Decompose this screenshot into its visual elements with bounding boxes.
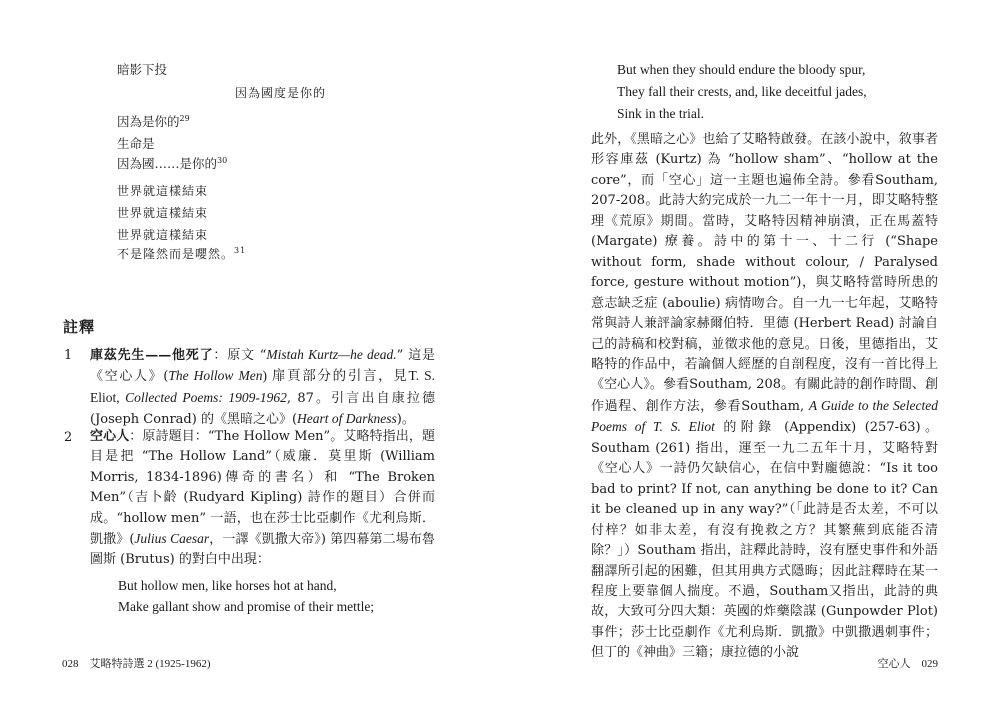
verse-block (617, 62, 867, 128)
page-footer: 空心人 029 (877, 658, 938, 670)
poem-line: 不是隆然而是嚶然。$^{31}$ (117, 246, 247, 261)
right-page (500, 0, 1000, 709)
footnote-ref[interactable]: 30 (217, 155, 228, 165)
page-footer: 028 艾略特詩選 2 (1925-1962) (62, 658, 211, 670)
notes-heading: 註釋 (63, 318, 96, 336)
verse-line: Make gallant show and promise of their mettle; (118, 599, 375, 614)
poem-line: 生命是 (117, 136, 155, 151)
poem-line: 因為國度是你的 (235, 86, 327, 100)
note-continuation: 此外，《黑暗之心》也給了艾略特啟發。在該小說中，敘事者形容庫茲 (Kurtz) 為 “hollow sham”、“hollow at the core”，而「空心」這一主題也遍佈全詩。參看Southam, 207-208。此詩大約完成於一九二一年十一月，即艾略特整理《荒原》期間。當時，艾略特因精神崩潰，正在馬蓋特 (Margate) 療養。詩中的第十一、十二行 (“Shape without form, shade without colour, / Paralysed force, gesture without motion”)，與艾略特當時所患的意志缺乏症 (aboulie) 病情吻合。自一九一七年起，艾略特常與詩人兼評論家赫爾伯特．里德 (Herbert Read) 討論自己的詩稿和校對稿，並徵求他的意見。日後，里德指出，艾略特的作品中，若論個人經歷的自剖程度，沒有一首比得上《空心人》。參看Southam, 208。有關此詩的創作時間、創作過程、創作方法，參看Southam, A Guide to the Selected Poems of T. S. Eliot 的附錄 (Appendix) (257-63)。Southam (261) 指出，運至一九二五年十月，艾略特對《空心人》一詩仍欠缺信心，在信中對龐德說：“Is it too bad to print? If not, can anything be done to it? Can it be cleaned up in any way?”（「此詩是否太差，不可以付梓？如非太差，有沒有挽救之方？其繁蕪到底能否清除？」）Southam 指出，註釋此詩時，沒有歷史事件和外語翻譯所引起的困難，但其用典方式隱晦；因此註釋時在某一程度上要靠個人揣度。不過，Southam又指出，此詩的典故，大致可分四大類：英國的炸藥陰謀 (Gunpowder Plot) 事件；莎士比亞劇作《尤利烏斯．凱撒》中凱撒遇刺事件；但丁的《神曲》三籍；康拉德的小說 (591, 132, 939, 661)
poem-line: 因為是你的$^{29}$ (117, 113, 190, 129)
poem-line: 世界就這樣結束 (117, 228, 209, 242)
book-title: A Guide to the Selected Poems of T. S. Eliot (591, 397, 938, 435)
verse-line: But when they should endure the bloody spur, (617, 62, 866, 77)
verse-line: They fall their crests, and, like deceitful jades, (617, 84, 867, 99)
note-text: 空心人：原詩題目：“The Hollow Men”。艾略特指出，題目是把 “The Hollow Land”（威廉．莫里斯 (William Morris, 1834-1896)傳奇的書名）和 “The Broken Men”（吉卜齡 (Rudyard Kipling) 詩作的題目）合併而成。“hollow men” 一語，也在莎士比亞劇作《尤利烏斯．凱撒》(Julius Caesar，一譯《凱撒大帝》) 第四幕第二場布魯圖斯 (Brutus) 的對白中出現： (90, 429, 435, 568)
verse-line: Sink in the trial. (617, 106, 704, 121)
note-number: 1 (64, 348, 73, 363)
poem-line: 世界就這樣結束 (117, 206, 209, 220)
verse-line: But hollow men, like horses hot at hand, (118, 578, 337, 593)
note-text: 庫茲先生——他死了：原文 “Mistah Kurtz—he dead.” 這是《空心人》(The Hollow Men) 扉頁部分的引言，見T. S. Eliot, Collected Poems: 1909-1962, 87。引言出自康拉德 (Joseph Conrad) 的《黑暗之心》(Heart of Darkness)。 (90, 347, 436, 428)
poem-line: 暗影下投 (117, 62, 168, 77)
note-term: 空心人 (90, 429, 130, 444)
footnote-ref[interactable]: 31 (234, 246, 247, 255)
poem-line: 世界就這樣結束 (117, 184, 209, 198)
poem-line: 因為國……是你的$^{30}$ (117, 155, 228, 171)
note-number: 2 (64, 430, 73, 445)
footnote-ref[interactable]: 29 (179, 113, 190, 123)
note-term: 庫茲先生——他死了 (90, 348, 214, 363)
